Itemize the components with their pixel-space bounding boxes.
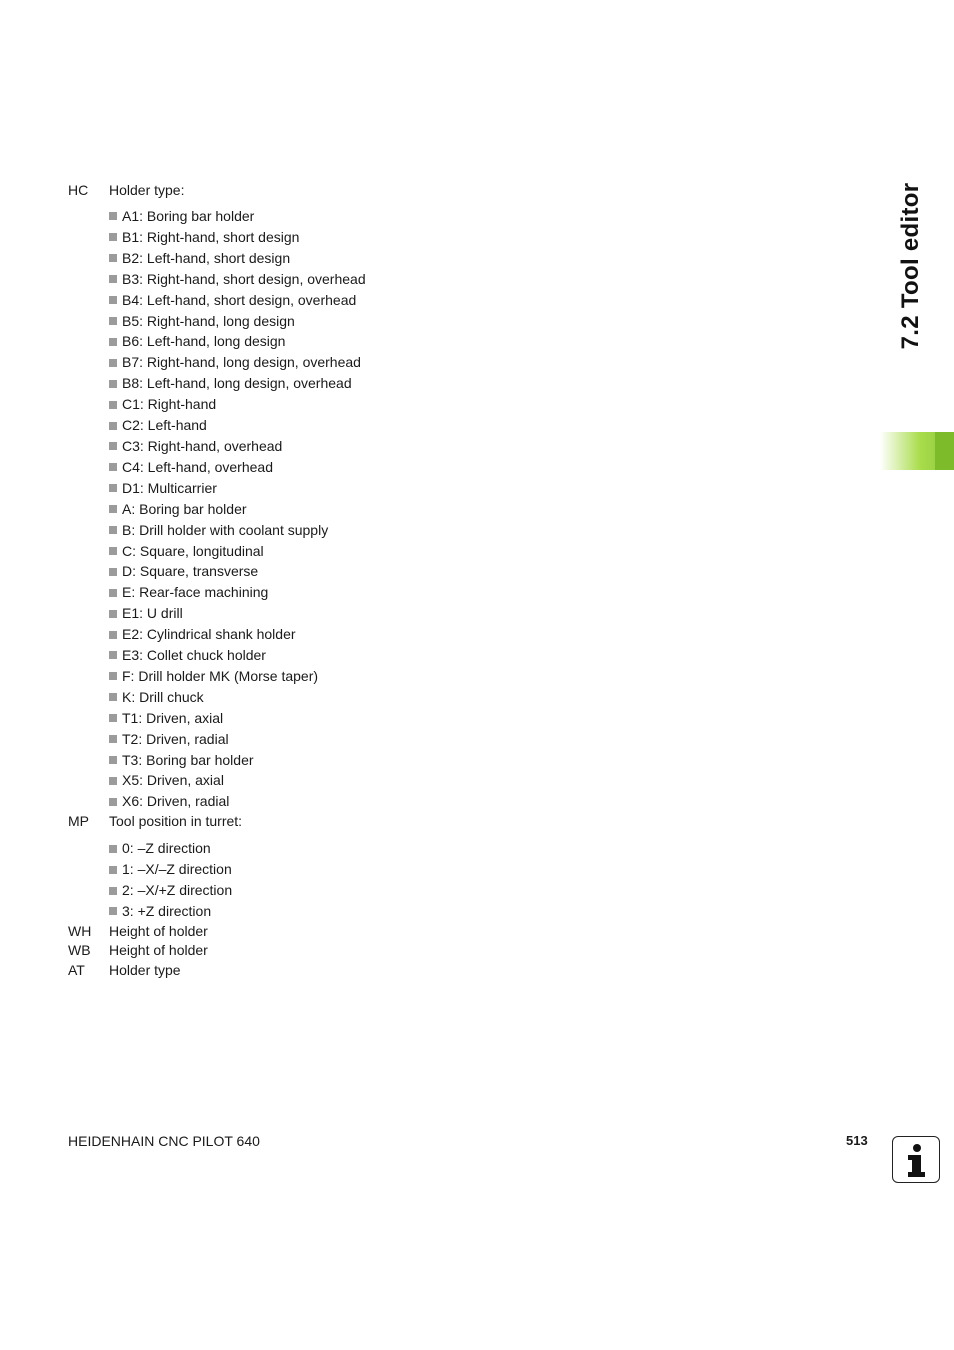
- option-text: K: Drill chuck: [122, 688, 204, 705]
- option-text: X6: Driven, radial: [122, 793, 230, 810]
- square-bullet-icon: [109, 887, 117, 895]
- option-item: [109, 624, 768, 645]
- option-item: [109, 603, 768, 624]
- param-wb: [68, 941, 768, 961]
- option-item: [109, 750, 768, 771]
- square-bullet-icon: [109, 505, 117, 513]
- option-item: [109, 415, 768, 436]
- option-item: [109, 645, 768, 666]
- square-bullet-icon: [109, 484, 117, 492]
- option-text: B6: Left-hand, long design: [122, 333, 286, 350]
- option-text: B8: Left-hand, long design, overhead: [122, 375, 352, 392]
- option-item: [109, 859, 768, 880]
- square-bullet-icon: [109, 610, 117, 618]
- option-item: [109, 436, 768, 457]
- option-text: C1: Right-hand: [122, 396, 217, 413]
- option-item: [109, 791, 768, 812]
- param-label: Holder type: [109, 961, 181, 978]
- square-bullet-icon: [109, 589, 117, 597]
- option-text: E: Rear-face machining: [122, 584, 269, 601]
- option-text: T1: Driven, axial: [122, 709, 224, 726]
- param-code: MP: [68, 813, 89, 830]
- square-bullet-icon: [109, 714, 117, 722]
- option-text: B7: Right-hand, long design, overhead: [122, 354, 361, 371]
- option-text: C2: Left-hand: [122, 417, 207, 434]
- option-item: [109, 838, 768, 859]
- option-text: B: Drill holder with coolant supply: [122, 521, 329, 538]
- option-text: 1: –X/–Z direction: [122, 861, 232, 878]
- param-label: Holder type:: [109, 182, 185, 198]
- square-bullet-icon: [109, 672, 117, 680]
- option-text: C4: Left-hand, overhead: [122, 458, 273, 475]
- square-bullet-icon: [109, 866, 117, 874]
- square-bullet-icon: [109, 777, 117, 785]
- square-bullet-icon: [109, 442, 117, 450]
- option-text: C: Square, longitudinal: [122, 542, 264, 559]
- option-text: D1: Multicarrier: [122, 479, 217, 496]
- option-item: [109, 352, 768, 373]
- option-item: [109, 373, 768, 394]
- option-text: A1: Boring bar holder: [122, 208, 255, 224]
- option-item: [109, 499, 768, 520]
- square-bullet-icon: [109, 693, 117, 701]
- param-label: Height of holder: [109, 922, 208, 939]
- square-bullet-icon: [109, 338, 117, 346]
- info-icon: [892, 1136, 940, 1183]
- square-bullet-icon: [109, 212, 117, 220]
- option-item: [109, 457, 768, 478]
- param-mp: [68, 812, 768, 832]
- param-wh: [68, 922, 768, 942]
- option-text: E1: U drill: [122, 605, 183, 622]
- option-text: 0: –Z direction: [122, 840, 211, 857]
- square-bullet-icon: [109, 756, 117, 764]
- page-number: 513: [846, 1133, 868, 1148]
- option-text: B3: Right-hand, short design, overhead: [122, 270, 366, 287]
- square-bullet-icon: [109, 526, 117, 534]
- square-bullet-icon: [109, 463, 117, 471]
- option-text: 3: +Z direction: [122, 903, 212, 919]
- square-bullet-icon: [109, 845, 117, 853]
- option-item: [109, 206, 768, 227]
- option-item: [109, 582, 768, 603]
- option-text: B1: Right-hand, short design: [122, 228, 300, 245]
- square-bullet-icon: [109, 422, 117, 430]
- option-text: A: Boring bar holder: [122, 500, 247, 517]
- option-text: B4: Left-hand, short design, overhead: [122, 291, 357, 308]
- option-item: [109, 729, 768, 750]
- option-item: [109, 520, 768, 541]
- option-text: T3: Boring bar holder: [122, 751, 254, 768]
- param-code: AT: [68, 961, 85, 978]
- option-text: E3: Collet chuck holder: [122, 647, 266, 664]
- option-item: [109, 561, 768, 582]
- parameter-list: [68, 181, 768, 980]
- option-item: [109, 687, 768, 708]
- param-hc: [68, 181, 768, 201]
- param-label: Tool position in turret:: [109, 813, 243, 830]
- option-item: [109, 394, 768, 415]
- square-bullet-icon: [109, 798, 117, 806]
- tool-position-options: [68, 838, 768, 922]
- option-item: [109, 478, 768, 499]
- param-code: HC: [68, 182, 89, 198]
- option-text: X5: Driven, axial: [122, 772, 224, 789]
- option-item: [109, 708, 768, 729]
- option-text: C3: Right-hand, overhead: [122, 437, 283, 454]
- option-item: [109, 331, 768, 352]
- option-item: [109, 901, 768, 922]
- option-text: T2: Driven, radial: [122, 730, 229, 747]
- square-bullet-icon: [109, 631, 117, 639]
- option-item: [109, 770, 768, 791]
- param-at: [68, 961, 768, 981]
- param-code: WH: [68, 922, 92, 939]
- option-item: [109, 880, 768, 901]
- square-bullet-icon: [109, 254, 117, 262]
- square-bullet-icon: [109, 317, 117, 325]
- square-bullet-icon: [109, 547, 117, 555]
- square-bullet-icon: [109, 380, 117, 388]
- option-text: B5: Right-hand, long design: [122, 312, 295, 329]
- chapter-tab-edge: [935, 432, 954, 470]
- param-code: WB: [68, 942, 91, 959]
- square-bullet-icon: [109, 233, 117, 241]
- chapter-title: 7.2 Tool editor: [897, 182, 924, 350]
- option-text: F: Drill holder MK (Morse taper): [122, 667, 319, 684]
- option-item: [109, 248, 768, 269]
- holder-type-options: [68, 206, 768, 812]
- option-item: [109, 269, 768, 290]
- option-item: [109, 311, 768, 332]
- param-label: Height of holder: [109, 942, 208, 959]
- option-text: B2: Left-hand, short design: [122, 249, 291, 266]
- square-bullet-icon: [109, 651, 117, 659]
- option-item: [109, 227, 768, 248]
- footer-product: HEIDENHAIN CNC PILOT 640: [68, 1133, 260, 1149]
- option-text: D: Square, transverse: [122, 563, 259, 580]
- square-bullet-icon: [109, 568, 117, 576]
- option-item: [109, 666, 768, 687]
- square-bullet-icon: [109, 401, 117, 409]
- square-bullet-icon: [109, 359, 117, 367]
- square-bullet-icon: [109, 907, 117, 915]
- option-text: 2: –X/+Z direction: [122, 882, 233, 899]
- option-text: E2: Cylindrical shank holder: [122, 626, 296, 643]
- option-item: [109, 290, 768, 311]
- square-bullet-icon: [109, 735, 117, 743]
- square-bullet-icon: [109, 296, 117, 304]
- square-bullet-icon: [109, 275, 117, 283]
- option-item: [109, 541, 768, 562]
